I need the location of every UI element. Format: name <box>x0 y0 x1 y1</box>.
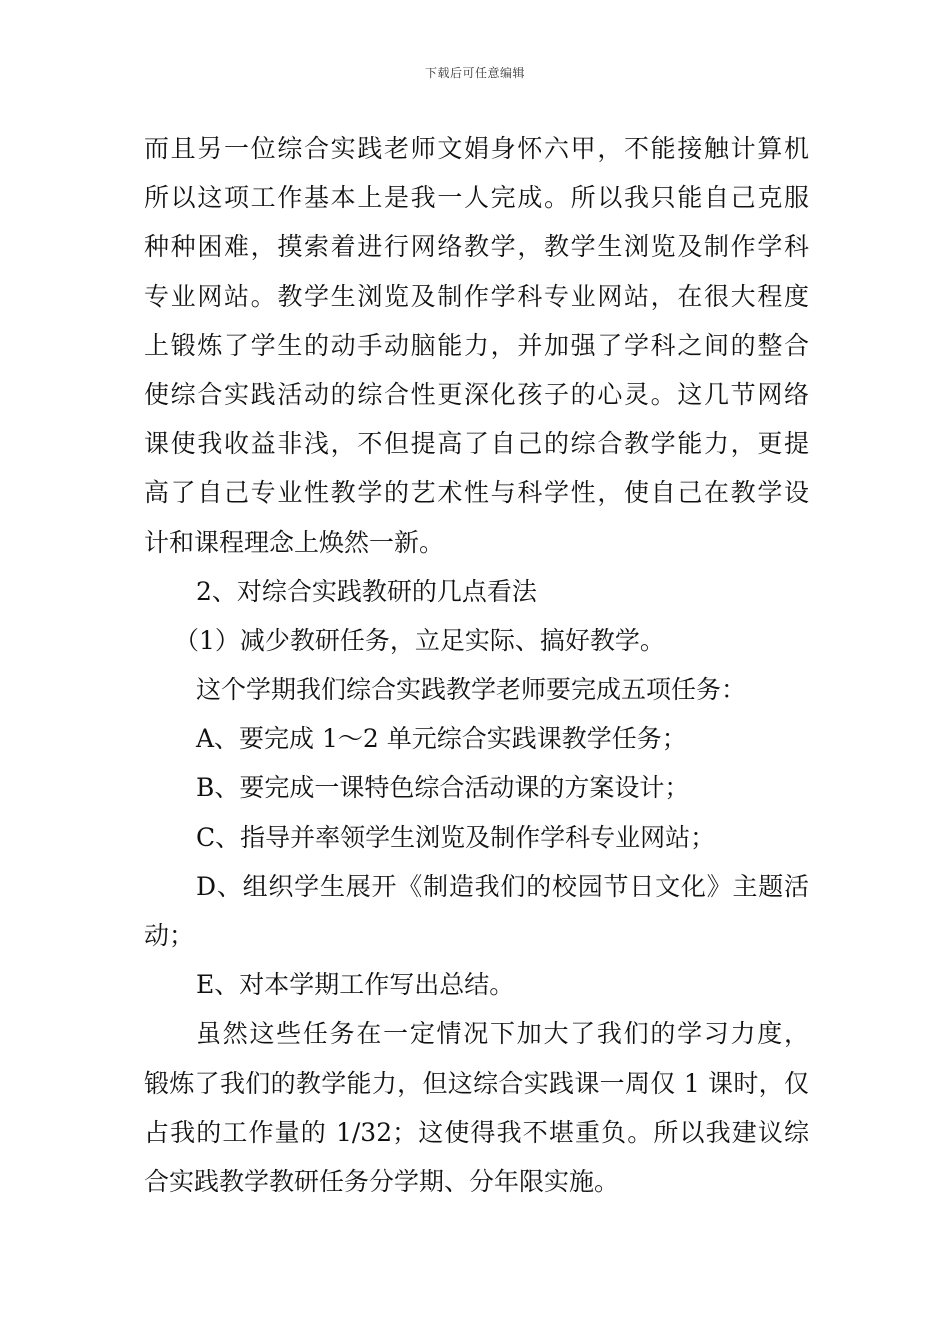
paragraph-line: 占我的工作量的 1/32；这使得我不堪重负。所以我建议综 <box>144 1117 809 1147</box>
paragraph-line: 这个学期我们综合实践教学老师要完成五项任务： <box>196 675 747 705</box>
task-item-d-continued: 动； <box>144 921 195 950</box>
task-item-a: A、要完成 1～2 单元综合实践课教学任务； <box>196 724 687 754</box>
page-header: 下载后可任意编辑 <box>424 66 525 80</box>
paragraph-line: 课使我收益非浅，不但提高了自己的综合教学能力，更提 <box>144 429 809 459</box>
task-item-c: C、指导并率领学生浏览及制作学科专业网站； <box>196 822 716 852</box>
task-item-e: E、对本学期工作写出总结。 <box>196 970 515 1000</box>
paragraph-line: 合实践教学教研任务分学期、分年限实施。 <box>144 1166 620 1196</box>
paragraph-line: 种种困难，摸索着进行网络教学，教学生浏览及制作学科 <box>144 232 809 262</box>
paragraph-line: 专业网站。教学生浏览及制作学科专业网站，在很大程度 <box>144 281 809 311</box>
paragraph-line: 而且另一位综合实践老师文娟身怀六甲，不能接触计算机 <box>144 134 809 163</box>
task-item-b: B、要完成一课特色综合活动课的方案设计； <box>196 773 690 803</box>
paragraph-line: 使综合实践活动的综合性更深化孩子的心灵。这几节网络 <box>144 379 809 409</box>
paragraph-line: 计和课程理念上焕然一新。 <box>144 527 445 557</box>
subsection-heading: （1）减少教研任务，立足实际、搞好教学。 <box>174 625 665 655</box>
task-item-d: D、组织学生展开《制造我们的校园节日文化》主题活 <box>196 871 809 901</box>
paragraph-line: 上锻炼了学生的动手动脑能力，并加强了学科之间的整合 <box>144 330 809 360</box>
paragraph-line: 所以这项工作基本上是我一人完成。所以我只能自己克服 <box>144 183 809 213</box>
paragraph-line: 锻炼了我们的教学能力，但这综合实践课一周仅 1 课时，仅 <box>144 1068 809 1098</box>
document-body <box>144 124 809 1206</box>
section-heading: 2、对综合实践教研的几点看法 <box>196 576 537 606</box>
paragraph-line: 高了自己专业性教学的艺术性与科学性，使自己在教学设 <box>144 478 809 508</box>
paragraph-line: 虽然这些任务在一定情况下加大了我们的学习力度， <box>196 1019 809 1049</box>
